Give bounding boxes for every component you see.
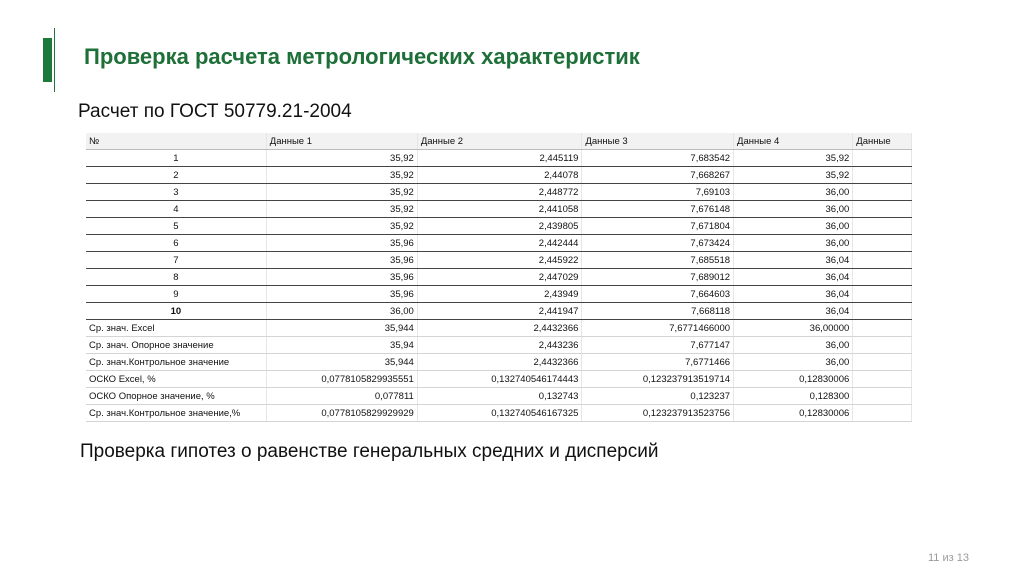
table-cell: 7,668118 xyxy=(582,303,734,320)
table-cell: 2,447029 xyxy=(417,269,582,286)
column-header: № xyxy=(86,133,266,150)
summary-row xyxy=(86,388,912,405)
row-index: 9 xyxy=(86,286,266,303)
table-cell: 7,69103 xyxy=(582,184,734,201)
summary-row xyxy=(86,354,912,371)
table-row xyxy=(86,201,912,218)
table-cell-overflow xyxy=(853,252,912,269)
table-cell: 36,04 xyxy=(734,303,853,320)
data-table xyxy=(86,133,912,422)
summary-row xyxy=(86,320,912,337)
summary-cell: 0,12830006 xyxy=(734,371,853,388)
table-cell-overflow xyxy=(853,201,912,218)
table-cell: 36,04 xyxy=(734,269,853,286)
table-cell: 36,00 xyxy=(734,235,853,252)
row-index: 7 xyxy=(86,252,266,269)
table-cell: 2,44078 xyxy=(417,167,582,184)
slide-title: Проверка расчета метрологических характеристик xyxy=(84,44,640,69)
summary-label: ОСКО Опорное значение, % xyxy=(86,388,266,405)
table-cell: 35,92 xyxy=(266,150,417,167)
summary-cell: 0,132740546167325 xyxy=(417,405,582,422)
summary-cell: 2,4432366 xyxy=(417,320,582,337)
column-header: Данные xyxy=(853,133,912,150)
table-cell: 36,04 xyxy=(734,286,853,303)
section-heading: Проверка гипотез о равенстве генеральных средних и дисперсий xyxy=(80,441,659,462)
table-cell: 7,671804 xyxy=(582,218,734,235)
summary-cell: 36,00 xyxy=(734,337,853,354)
table-cell-overflow xyxy=(853,388,912,405)
table-cell: 2,445119 xyxy=(417,150,582,167)
table-cell-overflow xyxy=(853,405,912,422)
table-cell: 35,96 xyxy=(266,252,417,269)
table-cell-overflow xyxy=(853,286,912,303)
table-cell-overflow xyxy=(853,303,912,320)
table-cell: 7,668267 xyxy=(582,167,734,184)
table-cell: 7,683542 xyxy=(582,150,734,167)
row-index: 3 xyxy=(86,184,266,201)
summary-cell: 7,6771466 xyxy=(582,354,734,371)
summary-cell: 0,132743 xyxy=(417,388,582,405)
table-cell: 7,676148 xyxy=(582,201,734,218)
summary-cell: 0,077811 xyxy=(266,388,417,405)
summary-cell: 0,123237913519714 xyxy=(582,371,734,388)
subtitle: Расчет по ГОСТ 50779.21-2004 xyxy=(78,101,352,122)
row-index: 10 xyxy=(86,303,266,320)
summary-cell: 0,128300 xyxy=(734,388,853,405)
table-cell: 35,92 xyxy=(266,184,417,201)
summary-row xyxy=(86,371,912,388)
table-cell: 2,439805 xyxy=(417,218,582,235)
row-index: 2 xyxy=(86,167,266,184)
table-cell: 35,92 xyxy=(734,167,853,184)
table-row xyxy=(86,252,912,269)
summary-row xyxy=(86,337,912,354)
column-header: Данные 4 xyxy=(734,133,853,150)
table-cell: 36,00 xyxy=(734,184,853,201)
summary-cell: 0,0778105829929929 xyxy=(266,405,417,422)
row-index: 4 xyxy=(86,201,266,218)
table-cell: 2,441058 xyxy=(417,201,582,218)
table-cell-overflow xyxy=(853,354,912,371)
summary-cell: 0,123237 xyxy=(582,388,734,405)
summary-cell: 2,4432366 xyxy=(417,354,582,371)
summary-label: Ср. знач. Excel xyxy=(86,320,266,337)
table-cell: 2,448772 xyxy=(417,184,582,201)
table-cell: 36,00 xyxy=(734,201,853,218)
summary-label: ОСКО Excel, % xyxy=(86,371,266,388)
table-cell-overflow xyxy=(853,235,912,252)
summary-cell: 0,12830006 xyxy=(734,405,853,422)
accent-line xyxy=(54,28,55,92)
table-cell: 35,96 xyxy=(266,286,417,303)
table-row xyxy=(86,218,912,235)
summary-cell: 0,123237913523756 xyxy=(582,405,734,422)
table-cell: 2,442444 xyxy=(417,235,582,252)
table-cell: 35,92 xyxy=(266,218,417,235)
data-table-container xyxy=(86,133,912,419)
row-index: 1 xyxy=(86,150,266,167)
table-cell: 7,664603 xyxy=(582,286,734,303)
table-cell-overflow xyxy=(853,269,912,286)
table-cell-overflow xyxy=(853,320,912,337)
accent-bar xyxy=(43,38,52,82)
row-index: 6 xyxy=(86,235,266,252)
table-row xyxy=(86,167,912,184)
table-row xyxy=(86,286,912,303)
summary-cell: 2,443236 xyxy=(417,337,582,354)
table-cell: 36,00 xyxy=(734,218,853,235)
table-cell: 36,04 xyxy=(734,252,853,269)
table-cell: 35,92 xyxy=(266,201,417,218)
table-cell: 35,96 xyxy=(266,235,417,252)
column-header: Данные 1 xyxy=(266,133,417,150)
summary-cell: 7,6771466000 xyxy=(582,320,734,337)
column-header: Данные 3 xyxy=(582,133,734,150)
table-cell-overflow xyxy=(853,337,912,354)
summary-row xyxy=(86,405,912,422)
table-cell: 35,92 xyxy=(266,167,417,184)
column-header: Данные 2 xyxy=(417,133,582,150)
table-cell: 2,445922 xyxy=(417,252,582,269)
summary-cell: 35,944 xyxy=(266,354,417,371)
table-cell: 7,689012 xyxy=(582,269,734,286)
table-cell-overflow xyxy=(853,218,912,235)
table-row xyxy=(86,150,912,167)
table-header-row xyxy=(86,133,912,150)
table-cell: 7,673424 xyxy=(582,235,734,252)
summary-label: Ср. знач. Опорное значение xyxy=(86,337,266,354)
table-cell: 36,00 xyxy=(266,303,417,320)
table-cell: 7,685518 xyxy=(582,252,734,269)
summary-label: Ср. знач.Контрольное значение xyxy=(86,354,266,371)
table-cell: 35,96 xyxy=(266,269,417,286)
row-index: 8 xyxy=(86,269,266,286)
summary-cell: 36,00 xyxy=(734,354,853,371)
table-row xyxy=(86,269,912,286)
page-number: 11 из 13 xyxy=(928,552,969,564)
summary-cell: 0,132740546174443 xyxy=(417,371,582,388)
table-row xyxy=(86,235,912,252)
summary-cell: 35,94 xyxy=(266,337,417,354)
table-cell-overflow xyxy=(853,184,912,201)
table-cell: 2,43949 xyxy=(417,286,582,303)
table-cell: 35,92 xyxy=(734,150,853,167)
row-index: 5 xyxy=(86,218,266,235)
summary-cell: 7,677147 xyxy=(582,337,734,354)
table-row xyxy=(86,303,912,320)
table-row xyxy=(86,184,912,201)
summary-cell: 36,00000 xyxy=(734,320,853,337)
table-cell: 2,441947 xyxy=(417,303,582,320)
table-cell-overflow xyxy=(853,371,912,388)
table-cell-overflow xyxy=(853,150,912,167)
summary-cell: 35,944 xyxy=(266,320,417,337)
table-cell-overflow xyxy=(853,167,912,184)
summary-label: Ср. знач.Контрольное значение,% xyxy=(86,405,266,422)
summary-cell: 0,0778105829935551 xyxy=(266,371,417,388)
